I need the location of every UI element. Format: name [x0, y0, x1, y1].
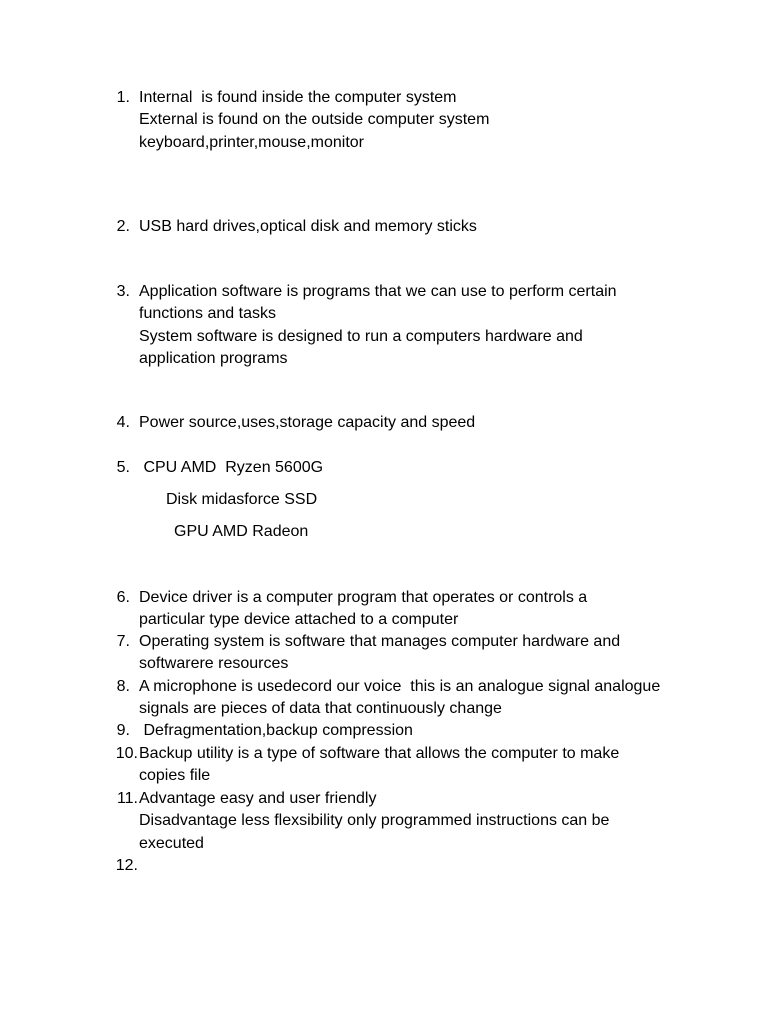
item-text-line: Internal is found inside the computer system [139, 89, 457, 106]
item-number: 1. [116, 89, 130, 106]
item-text-line: Application software is programs that we can use to perform certain [139, 283, 617, 300]
item-text-line: A microphone is usedecord our voice this is an analogue signal analogue [139, 678, 661, 695]
item-number: 12. [115, 857, 138, 874]
item-number: 9. [116, 722, 130, 739]
item-text-line: System software is designed to run a computers hardware and [139, 328, 583, 345]
item-text-line: softwarere resources [139, 655, 289, 672]
item-text-line: Disadvantage less flexsibility only programmed instructions can be [139, 812, 610, 829]
item-number: 3. [116, 283, 130, 300]
item-text-line: particular type device attached to a computer [139, 611, 459, 628]
item-text-line: Power source,uses,storage capacity and speed [139, 414, 476, 431]
item-text-line: External is found on the outside computer system [139, 111, 490, 128]
item-text-line: executed [139, 835, 204, 852]
item-number: 2. [116, 218, 130, 235]
item-text-line: Backup utility is a type of software that allows the computer to make [139, 745, 620, 762]
item-number: 10. [115, 745, 138, 762]
item-text-line: application programs [139, 350, 288, 367]
item-number: 5. [116, 459, 130, 476]
item-text-line: USB hard drives,optical disk and memory sticks [139, 218, 477, 235]
item-text-line: keyboard,printer,mouse,monitor [139, 134, 364, 151]
item-number: 4. [116, 414, 130, 431]
item-number: 8. [116, 678, 130, 695]
item-text-line: Operating system is software that manages computer hardware and [139, 633, 621, 650]
item-text-line: CPU AMD Ryzen 5600G [139, 459, 324, 476]
item-text-line: copies file [139, 767, 211, 784]
item-text-line: Defragmentation,backup compression [139, 722, 413, 739]
item-text-line: functions and tasks [139, 305, 276, 322]
item-sub-line: Disk midasforce SSD [166, 491, 318, 508]
item-sub-line: GPU AMD Radeon [174, 523, 309, 540]
item-text-line: Advantage easy and user friendly [139, 790, 377, 807]
item-number: 6. [116, 589, 130, 606]
item-number: 7. [116, 633, 130, 650]
item-text-line: signals are pieces of data that continuously change [139, 700, 502, 717]
item-text-line: Device driver is a computer program that operates or controls a [139, 589, 588, 606]
item-number: 11. [116, 790, 138, 807]
